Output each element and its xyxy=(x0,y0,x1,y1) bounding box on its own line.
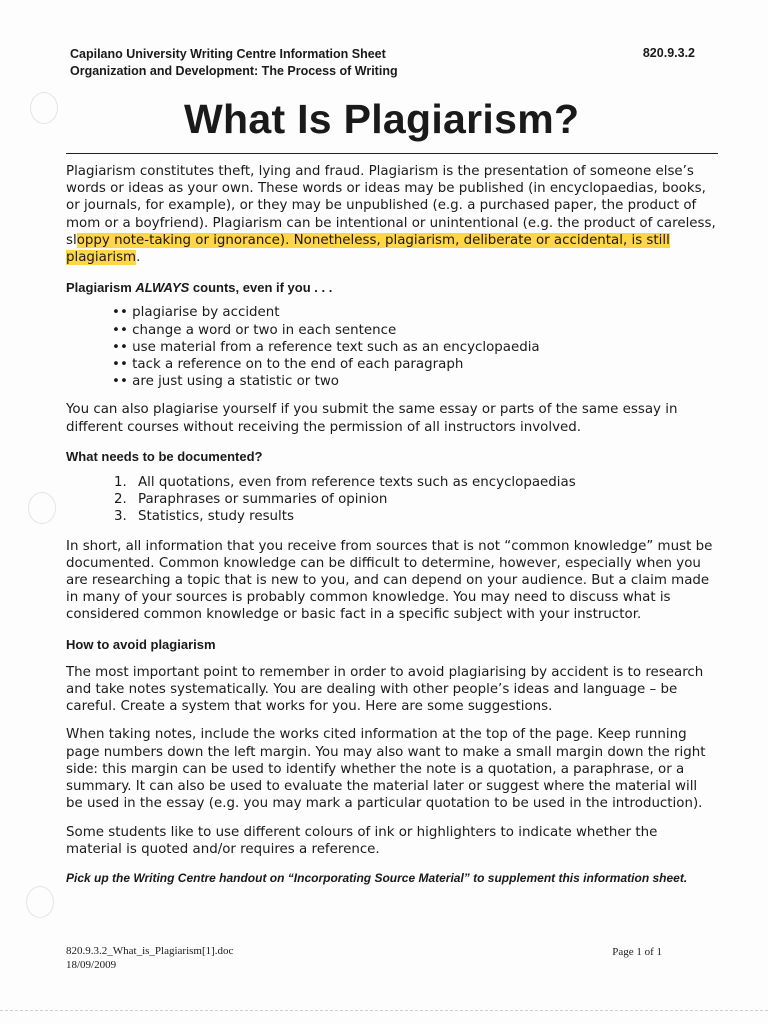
intro-text: Plagiarism constitutes theft, lying and fraud. Plagiarism is the presentation of someone else’s words or ideas as your own. These words or ideas may be published (in encyclopaedias, books, or journals, for example), or they may be unpublished (e.g. a purchased paper, the product of mom or a boyfriend). Plagiarism can be intentional or unintentional (e.g. the product of careless, sl xyxy=(66,164,716,248)
numbered-item xyxy=(66,491,716,508)
always-heading-pre: Plagiarism xyxy=(66,280,136,296)
document-footer xyxy=(66,944,233,972)
page-title: What Is Plagiarism? xyxy=(184,96,580,142)
intro-paragraph xyxy=(66,163,716,266)
item-number: 1. xyxy=(114,475,127,491)
footer-filename: 820.9.3.2_What_is_Plagiarism[1].doc xyxy=(66,945,234,957)
highlighted-text: oppy note-taking or ignorance). Nonetheless, plagiarism, deliberate or accidental, is still plagiarism xyxy=(66,232,670,266)
list-item: • • use material from a reference text such as an encyclopaedia xyxy=(66,339,716,356)
punch-hole-mark xyxy=(26,886,54,918)
header-line-1: Capilano University Writing Centre Information Sheet xyxy=(70,47,386,61)
document-body xyxy=(66,163,716,886)
footer-date: 18/09/2009 xyxy=(66,959,117,971)
item-text: All quotations, even from reference texts such as encyclopaedias xyxy=(138,475,576,491)
self-plagiarism-paragraph: You can also plagiarise yourself if you submit the same essay or parts of the same essay in different courses without receiving the permission of all instructors involved. xyxy=(66,402,678,435)
punch-hole-mark xyxy=(28,492,56,524)
scan-edge xyxy=(0,1010,768,1011)
handout-note: Pick up the Writing Centre handout on “Incorporating Source Material” to supplement this information sheet. xyxy=(66,870,688,885)
list-item: • • change a word or two in each sentence xyxy=(66,322,716,339)
documented-list xyxy=(66,474,716,526)
document-header xyxy=(70,46,398,80)
item-text: Statistics, study results xyxy=(138,509,294,525)
avoid-heading: How to avoid plagiarism xyxy=(66,636,216,652)
page-number: Page 1 of 1 xyxy=(612,946,662,958)
list-item: • • are just using a statistic or two xyxy=(66,373,716,390)
list-item: • • plagiarise by accident xyxy=(66,304,716,321)
avoid-paragraph-3: Some students like to use different colours of ink or highlighters to indicate whether the material is quoted and/or requires a reference. xyxy=(66,824,658,857)
item-number: 3. xyxy=(114,509,127,525)
item-number: 2. xyxy=(114,492,127,508)
common-knowledge-paragraph: In short, all information that you receive from sources that is not “common knowledge” must be documented. Common knowledge can be difficult to determine, however, especially when you are researching a topic that is new to you, and can depend on your audience. But a claim made in many of your sources is probably common knowledge. You may need to discuss what is considered common knowledge or basic fact in a specific subject with your instructor. xyxy=(66,538,713,623)
list-item: • • tack a reference on to the end of each paragraph xyxy=(66,356,716,373)
title-rule xyxy=(66,153,718,154)
intro-end: . xyxy=(136,250,141,266)
avoid-paragraph-2: When taking notes, include the works cited information at the top of the page. Keep running page numbers down the left margin. You may also want to make a small margin down the right side: this margin can be used to identify whether the note is a quotation, a paraphrase, or a summary. It can also be used to evaluate the material later or suggest where the material will be used in the essay (e.g. you may mark a particular quotation to be used in the introduction). xyxy=(66,727,706,812)
always-heading-post: counts, even if you . . . xyxy=(189,280,333,296)
documented-heading: What needs to be documented? xyxy=(66,448,263,464)
always-heading xyxy=(66,279,716,296)
punch-hole-mark xyxy=(30,92,58,124)
always-list xyxy=(66,304,716,390)
always-heading-emphasis: ALWAYS xyxy=(135,280,190,296)
numbered-item xyxy=(66,508,716,525)
numbered-item xyxy=(66,474,716,491)
item-text: Paraphrases or summaries of opinion xyxy=(138,492,388,508)
header-line-2: Organization and Development: The Process of Writing xyxy=(70,64,398,78)
document-number: 820.9.3.2 xyxy=(642,46,695,60)
avoid-paragraph-1: The most important point to remember in order to avoid plagiarising by accident is to research and take notes systematically. You are dealing with other people’s ideas and language – be careful. Create a system that works for you. Here are some suggestions. xyxy=(66,664,704,715)
